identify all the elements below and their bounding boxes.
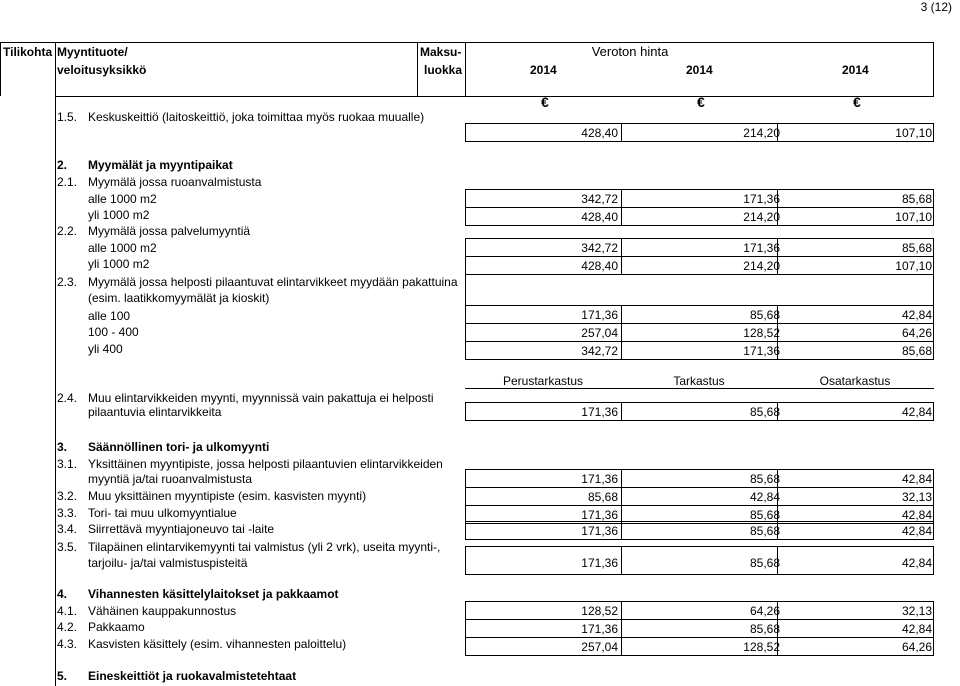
price-perus: 257,04 — [581, 640, 618, 654]
currency-symbol: € — [541, 94, 549, 110]
price-osa: 107,10 — [895, 259, 932, 273]
row-code: 3. — [57, 440, 68, 454]
row-label: pilaantuvia elintarvikkeita — [88, 405, 222, 419]
row-label: Myymälä jossa helposti pilaantuvat elintarvikkeet myydään pakattuina — [88, 275, 458, 289]
row-label: Tilapäinen elintarvikemyynti tai valmistus (yli 2 vrk), useita myynti-, — [88, 540, 441, 554]
price-tarkastus: 214,20 — [743, 259, 780, 273]
price-osa: 64,26 — [901, 326, 932, 340]
row-code: 1.5. — [57, 110, 78, 124]
row-label: Myymälä jossa ruoanvalmistusta — [88, 175, 262, 189]
price-osa: 42,84 — [901, 524, 932, 538]
header-perustarkastus: Perustarkastus — [502, 374, 584, 388]
price-perus: 342,72 — [581, 241, 618, 255]
row-label: yli 1000 m2 — [88, 257, 150, 271]
price-perus: 171,36 — [581, 405, 618, 419]
row-code: 4.1. — [57, 604, 78, 618]
row-label: alle 1000 m2 — [88, 192, 157, 206]
row-code: 2.2. — [57, 224, 78, 238]
header-tilikohta: Tilikohta — [3, 45, 53, 59]
row-code: 4.2. — [57, 620, 78, 634]
price-tarkastus: 128,52 — [743, 326, 780, 340]
price-tarkastus: 128,52 — [743, 640, 780, 654]
row-code: 3.2. — [57, 489, 78, 503]
header-luokka: luokka — [424, 63, 463, 77]
price-tarkastus: 85,68 — [749, 556, 780, 570]
empty-cell — [465, 274, 934, 306]
currency-symbol: € — [697, 94, 705, 110]
price-osa: 32,13 — [901, 604, 932, 618]
price-perus: 171,36 — [581, 308, 618, 322]
row-label: alle 1000 m2 — [88, 241, 157, 255]
header-osatarkastus: Osatarkastus — [819, 374, 891, 388]
page-number: 3 (12) — [920, 0, 952, 14]
price-tarkastus: 85,68 — [749, 472, 780, 486]
price-perus: 428,40 — [581, 210, 618, 224]
price-perus: 342,72 — [581, 344, 618, 358]
price-osa: 85,68 — [901, 344, 932, 358]
row-label: yli 400 — [88, 342, 123, 356]
row-code: 3.1. — [57, 457, 78, 471]
row-code: 4.3. — [57, 637, 78, 651]
row-label: yli 1000 m2 — [88, 208, 150, 222]
row-code: 2.4. — [57, 391, 78, 405]
row-label: Pakkaamo — [88, 620, 145, 634]
price-tarkastus: 171,36 — [743, 241, 780, 255]
price-perus: 128,52 — [581, 604, 618, 618]
price-tarkastus: 85,68 — [749, 622, 780, 636]
section-heading: Säännöllinen tori- ja ulkomyynti — [88, 440, 270, 454]
price-tarkastus: 85,68 — [749, 308, 780, 322]
price-perus: 85,68 — [587, 490, 618, 504]
price-perus: 171,36 — [581, 472, 618, 486]
price-osa: 85,68 — [901, 192, 932, 206]
price-perus: 342,72 — [581, 192, 618, 206]
header-maksu: Maksu- — [420, 45, 462, 59]
row-label: tarjoilu- ja/tai valmistuspisteitä — [88, 556, 248, 570]
price-osa: 42,84 — [901, 472, 932, 486]
section-heading: Eineskeittiöt ja ruokavalmistetehtaat — [88, 669, 297, 683]
price-osa: 64,26 — [901, 640, 932, 654]
row-code: 4. — [57, 587, 68, 601]
price-osa: 42,84 — [901, 405, 932, 419]
price-tarkastus: 42,84 — [749, 490, 780, 504]
row-label: Muu yksittäinen myyntipiste (esim. kasvisten myynti) — [88, 489, 367, 503]
row-code: 3.4. — [57, 522, 78, 536]
price-osa: 107,10 — [895, 126, 932, 140]
price-tarkastus: 85,68 — [749, 524, 780, 538]
header-year-3: 2014 — [842, 63, 869, 77]
price-osa: 42,84 — [901, 508, 932, 522]
row-label: Myymälä jossa palvelumyyntiä — [88, 224, 251, 238]
section-heading: Myymälät ja myyntipaikat — [88, 158, 233, 172]
price-perus: 171,36 — [581, 524, 618, 538]
price-tarkastus: 64,26 — [749, 604, 780, 618]
row-label: Muu elintarvikkeiden myynti, myynnissä vain pakattuja ei helposti — [88, 391, 434, 405]
price-tarkastus: 85,68 — [749, 508, 780, 522]
section-heading: Vihannesten käsittelylaitokset ja pakkaamot — [88, 587, 339, 601]
price-osa: 107,10 — [895, 210, 932, 224]
header-veroton-hinta: Veroton hinta — [591, 44, 669, 59]
price-tarkastus: 214,20 — [743, 210, 780, 224]
row-label: Keskuskeittiö (laitoskeittiö, joka toimittaa myös ruokaa muualle) — [88, 110, 425, 124]
row-label: 100 - 400 — [88, 325, 139, 339]
price-perus: 257,04 — [581, 326, 618, 340]
header-year-1: 2014 — [530, 63, 557, 77]
row-code: 2. — [57, 158, 68, 172]
price-perus: 428,40 — [581, 126, 618, 140]
row-label: Kasvisten käsittely (esim. vihannesten paloittelu) — [88, 637, 347, 651]
price-osa: 42,84 — [901, 556, 932, 570]
row-label: Tori- tai muu ulkomyyntialue — [88, 506, 237, 520]
price-osa: 85,68 — [901, 241, 932, 255]
price-tarkastus: 171,36 — [743, 344, 780, 358]
row-code: 2.1. — [57, 175, 78, 189]
header-tarkastus: Tarkastus — [673, 374, 725, 388]
price-osa: 32,13 — [901, 490, 932, 504]
row-code: 3.5. — [57, 540, 78, 554]
price-tarkastus: 214,20 — [743, 126, 780, 140]
price-perus: 171,36 — [581, 622, 618, 636]
row-code: 5. — [57, 669, 68, 683]
row-code: 3.3. — [57, 506, 78, 520]
price-tarkastus: 171,36 — [743, 192, 780, 206]
price-perus: 428,40 — [581, 259, 618, 273]
row-label: Vähäinen kauppakunnostus — [88, 604, 237, 618]
row-label: Siirrettävä myyntiajoneuvo tai -laite — [88, 522, 275, 536]
currency-symbol: € — [853, 94, 861, 110]
row-label: myyntiä ja/tai ruoanvalmistusta — [88, 472, 253, 486]
row-code: 2.3. — [57, 275, 78, 289]
price-perus: 171,36 — [581, 508, 618, 522]
row-label: (esim. laatikkomyymälät ja kioskit) — [88, 291, 270, 305]
price-perus: 171,36 — [581, 556, 618, 570]
header-myyntituote: Myyntituote/ — [57, 45, 128, 59]
row-label: Yksittäinen myyntipiste, jossa helposti pilaantuvien elintarvikkeiden — [88, 457, 443, 471]
price-tarkastus: 85,68 — [749, 405, 780, 419]
header-year-2: 2014 — [686, 63, 713, 77]
header-veloitusyksikko: veloitusyksikkö — [57, 63, 147, 77]
row-label: alle 100 — [88, 309, 131, 323]
price-osa: 42,84 — [901, 622, 932, 636]
price-osa: 42,84 — [901, 308, 932, 322]
